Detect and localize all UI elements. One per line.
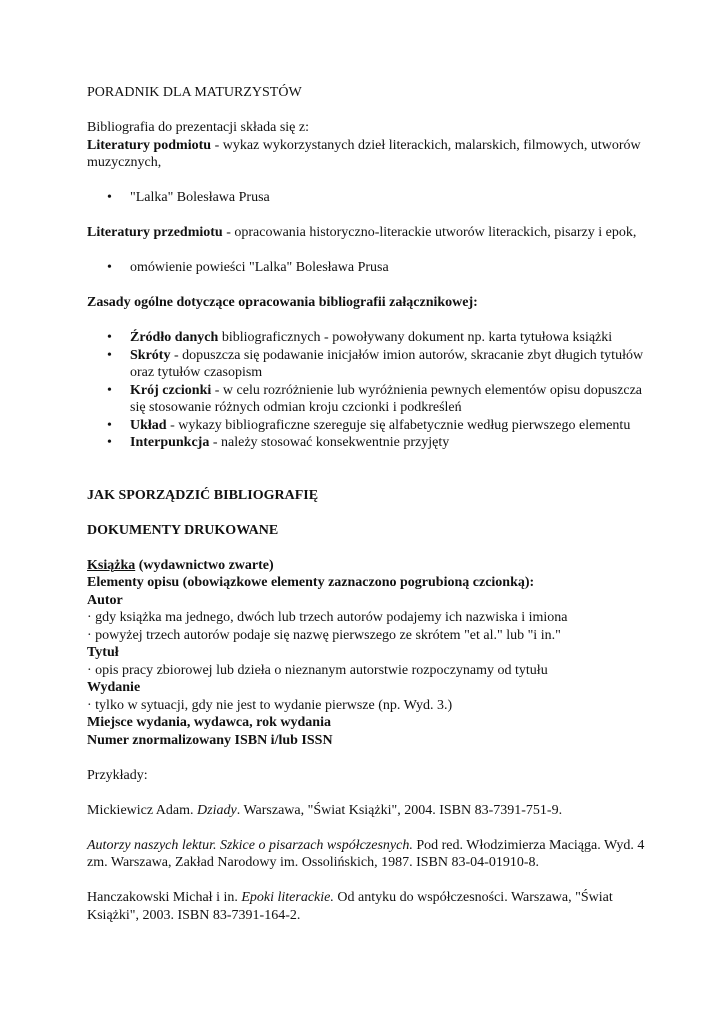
example-3-author: Hanczakowski Michał i in. xyxy=(87,890,242,905)
example-1-rest: . Warszawa, "Świat Książki", 2004. ISBN 83-7391-751-9. xyxy=(236,802,563,818)
example-2-title: Autorzy naszych lektur. Szkice o pisarzach współczesnych. xyxy=(87,837,413,853)
ksiazka-label-rest: (wydawnictwo zwarte) xyxy=(135,557,274,573)
list-item-term: Układ xyxy=(130,417,167,433)
list-item xyxy=(87,329,647,347)
list-item-term: Skróty xyxy=(130,347,171,363)
list-item-text: - dopuszcza się podawanie inicjałów imion autorów, skracanie zbyt długich tytułów oraz tytułów czasopism xyxy=(130,347,644,380)
autor-label xyxy=(87,592,647,610)
przedmiotu-list xyxy=(87,259,647,277)
list-item-text: - w celu rozróżnienie lub wyróżnienia pewnych elementów opisu dopuszcza się stosowanie różnych odmian kroju czcionki i podkreśleń xyxy=(130,382,642,415)
elementy-heading xyxy=(87,574,647,592)
zasady-heading xyxy=(87,294,647,312)
list-item-term: Interpunkcja xyxy=(130,435,210,450)
intro-text: Bibliografia do prezentacji składa się z: xyxy=(87,120,309,135)
ksiazka-heading xyxy=(87,557,647,575)
list-item-text: bibliograficznych - powoływany dokument np. karta tytułowa książki xyxy=(218,330,613,345)
przedmiotu-paragraph xyxy=(87,224,647,242)
example-1-author: Mickiewicz Adam. xyxy=(87,802,198,818)
ksiazka-label: Książka xyxy=(87,557,136,573)
list-item-text: - wykazy bibliograficzne szereguje się alfabetycznie według pierwszego elementu xyxy=(166,417,631,433)
przyklady-label: Przykłady: xyxy=(87,767,148,783)
autor-text: Autor xyxy=(87,592,123,608)
example-3 xyxy=(87,889,647,924)
list-item xyxy=(87,347,647,382)
list-item xyxy=(87,382,647,417)
example-1 xyxy=(87,802,647,820)
elementy-text: Elementy opisu (obowiązkowe elementy zaznaczono pogrubioną czcionką): xyxy=(87,575,535,590)
miejsce-label xyxy=(87,714,647,732)
document-title: PORADNIK DLA MATURZYSTÓW xyxy=(87,85,302,100)
tytul-label xyxy=(87,644,647,662)
wydanie-rule-1: · tylko w sytuacji, gdy nie jest to wydanie pierwsze (np. Wyd. 3.) xyxy=(87,697,453,713)
przedmiotu-text: - opracowania historyczno-literackie utworów literackich, pisarzy i epok, xyxy=(222,225,637,240)
wydanie-text: Wydanie xyxy=(87,680,141,695)
jak-heading xyxy=(87,487,647,505)
list-item-term: Krój czcionki xyxy=(130,382,212,398)
podmiotu-list xyxy=(87,189,647,207)
list-item: • omówienie powieści "Lalka" Bolesława Prusa xyxy=(87,259,647,277)
document-page xyxy=(87,84,647,924)
zasady-heading-text: Zasady ogólne dotyczące opracowania bibliografii załącznikowej: xyxy=(87,295,478,310)
numer-label xyxy=(87,732,647,750)
podmiotu-paragraph xyxy=(87,137,647,172)
example-3-rest: Od antyku do współczesności. Warszawa, "Świat Książki", 2003. ISBN 83-7391-164-2. xyxy=(87,890,613,923)
autor-rule-2: · powyżej trzech autorów podaje się nazwę pierwszego ze skrótem "et al." lub "i in." xyxy=(87,627,561,643)
list-item xyxy=(87,417,647,435)
list-item xyxy=(87,434,647,452)
list-item: • "Lalka" Bolesława Prusa xyxy=(87,189,647,207)
tytul-rule-1: · opis pracy zbiorowej lub dzieła o nieznanym autorstwie rozpoczynamy od tytułu xyxy=(87,662,548,678)
miejsce-text: Miejsce wydania, wydawca, rok wydania xyxy=(87,715,331,730)
przedmiotu-label: Literatury przedmiotu xyxy=(87,225,223,240)
autor-rule-1: · gdy książka ma jednego, dwóch lub trzech autorów podajemy ich nazwiska i imiona xyxy=(87,610,568,625)
wydanie-label xyxy=(87,679,647,697)
list-item-text: - należy stosować konsekwentnie przyjęty xyxy=(209,435,450,450)
list-item-term: Źródło danych xyxy=(130,330,219,345)
example-3-title: Epoki literackie. xyxy=(241,890,334,905)
example-1-title: Dziady xyxy=(197,802,237,818)
zasady-list xyxy=(87,329,647,452)
example-2-rest: Pod red. Włodzimierza Maciąga. Wyd. 4 zm. Warszawa, Zakład Narodowy im. Ossolińskich, 1987. ISBN 83-04-01910-8. xyxy=(87,837,645,870)
jak-heading-text: JAK SPORZĄDZIĆ BIBLIOGRAFIĘ xyxy=(87,487,319,503)
podmiotu-text: - wykaz wykorzystanych dzieł literackich, malarskich, filmowych, utworów muzycznych, xyxy=(87,137,641,170)
tytul-text: Tytuł xyxy=(87,645,119,660)
example-2 xyxy=(87,837,647,872)
dokumenty-heading xyxy=(87,522,647,540)
dokumenty-heading-text: DOKUMENTY DRUKOWANE xyxy=(87,522,279,538)
numer-text: Numer znormalizowany ISBN i/lub ISSN xyxy=(87,732,333,748)
podmiotu-label: Literatury podmiotu xyxy=(87,137,212,153)
